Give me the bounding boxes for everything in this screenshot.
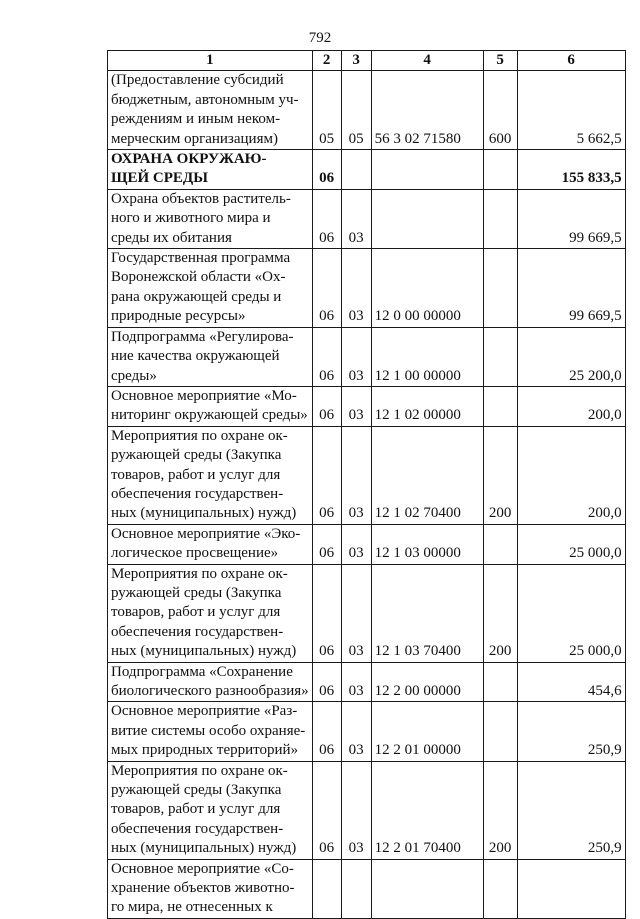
row-subsection: 03 xyxy=(341,386,371,426)
row-name-line: Основное мероприятие «Раз- xyxy=(111,703,298,720)
row-target-article: 12 2 01 70400 xyxy=(371,761,483,859)
table-row xyxy=(108,859,626,918)
row-target-article: 12 1 02 70400 xyxy=(371,426,483,524)
row-name xyxy=(108,859,313,918)
row-name-line: природные ресурсы» xyxy=(111,308,246,325)
row-amount: 250,9 xyxy=(517,702,625,761)
row-amount: 155 833,5 xyxy=(517,150,625,190)
row-name-line: биологического разнообразия» xyxy=(111,683,309,699)
row-subsection: 03 xyxy=(341,426,371,524)
row-name-line: среды» xyxy=(111,367,157,384)
table-row xyxy=(108,662,626,702)
column-header-expense-type: 5 xyxy=(483,51,517,71)
table-row xyxy=(108,327,626,386)
column-header-subsection: 3 xyxy=(341,51,371,71)
row-name xyxy=(108,386,313,426)
row-target-article: 12 1 00 00000 xyxy=(371,327,483,386)
row-section: 06 xyxy=(312,150,341,190)
row-name-line: Воронежской области «Ох- xyxy=(111,269,286,286)
row-target-article xyxy=(371,189,483,248)
row-name xyxy=(108,426,313,524)
row-expense-type: 200 xyxy=(483,761,517,859)
row-name-line: Мероприятия по охране ок- xyxy=(111,427,288,444)
row-section: 06 xyxy=(312,662,341,702)
row-expense-type xyxy=(483,150,517,190)
row-expense-type: 200 xyxy=(483,426,517,524)
row-name-line: Подпрограмма «Сохранение xyxy=(111,663,293,680)
row-name-line: товаров, работ и услуг для xyxy=(111,466,281,483)
row-name-line: Основное мероприятие «Эко- xyxy=(111,525,301,542)
row-name xyxy=(108,662,313,702)
row-name-line: Мероприятия по охране ок- xyxy=(111,565,288,582)
row-name-line: товаров, работ и услуг для xyxy=(111,801,281,818)
table-row xyxy=(108,426,626,524)
row-amount: 250,9 xyxy=(517,761,625,859)
table-row xyxy=(108,386,626,426)
row-expense-type xyxy=(483,702,517,761)
row-subsection: 03 xyxy=(341,327,371,386)
row-name xyxy=(108,761,313,859)
row-name xyxy=(108,150,313,190)
row-expense-type xyxy=(483,189,517,248)
row-subsection: 05 xyxy=(341,71,371,150)
row-name-line: ниторинг окружающей среды» xyxy=(111,407,308,424)
row-section: 06 xyxy=(312,189,341,248)
row-subsection: 03 xyxy=(341,189,371,248)
row-name-line: хранение объектов животно- xyxy=(111,880,295,897)
column-number-row xyxy=(108,51,626,71)
row-amount: 200,0 xyxy=(517,386,625,426)
row-name-line: Основное мероприятие «Со- xyxy=(111,860,294,877)
row-expense-type xyxy=(483,859,517,918)
row-name-line: среды их обитания xyxy=(111,229,232,246)
row-name xyxy=(108,189,313,248)
row-name-line: ных (муниципальных) нужд) xyxy=(111,643,297,660)
row-expense-type xyxy=(483,327,517,386)
row-name xyxy=(108,702,313,761)
row-name-line: ружающей среды (Закупка xyxy=(111,584,282,601)
row-name-line: ных (муниципальных) нужд) xyxy=(111,505,297,522)
row-expense-type: 600 xyxy=(483,71,517,150)
row-target-article: 56 3 02 71580 xyxy=(371,71,483,150)
row-amount: 5 662,5 xyxy=(517,71,625,150)
column-header-name: 1 xyxy=(108,51,313,71)
row-section: 05 xyxy=(312,71,341,150)
row-amount xyxy=(517,859,625,918)
column-header-amount: 6 xyxy=(517,51,625,71)
row-target-article: 12 1 02 00000 xyxy=(371,386,483,426)
row-amount: 25 000,0 xyxy=(517,564,625,662)
table-row xyxy=(108,189,626,248)
row-name-line: ного и животного мира и xyxy=(111,210,271,227)
row-expense-type xyxy=(483,662,517,702)
row-name-line: ных (муниципальных) нужд) xyxy=(111,840,297,857)
page-number: 792 xyxy=(308,30,332,46)
row-target-article: 12 1 03 00000 xyxy=(371,524,483,564)
row-section: 06 xyxy=(312,426,341,524)
row-target-article: 12 2 00 00000 xyxy=(371,662,483,702)
row-subsection: 03 xyxy=(341,662,371,702)
row-name-line: Охрана объектов раститель- xyxy=(111,190,291,207)
row-name-line: Государственная программа xyxy=(111,250,291,267)
row-section: 06 xyxy=(312,524,341,564)
row-name-line: ОХРАНА ОКРУЖАЮ- xyxy=(111,151,267,168)
row-name-line: Основное мероприятие «Мо- xyxy=(111,387,297,404)
row-name xyxy=(108,327,313,386)
row-name xyxy=(108,249,313,328)
row-name-line: мых природных территорий» xyxy=(111,742,299,759)
table-row xyxy=(108,761,626,859)
table-row xyxy=(108,524,626,564)
row-amount: 25 000,0 xyxy=(517,524,625,564)
row-name-line: Подпрограмма «Регулирова- xyxy=(111,328,294,345)
table-row xyxy=(108,249,626,328)
table-row xyxy=(108,150,626,190)
column-header-section: 2 xyxy=(312,51,341,71)
row-section: 06 xyxy=(312,761,341,859)
row-amount: 99 669,5 xyxy=(517,249,625,328)
row-name-line: бюджетным, автономным уч- xyxy=(111,91,299,108)
table-row xyxy=(108,564,626,662)
row-name-line: обеспечения государствен- xyxy=(111,485,284,502)
column-header-target-article: 4 xyxy=(371,51,483,71)
row-name-line: ружающей среды (Закупка xyxy=(111,447,282,464)
row-section: 06 xyxy=(312,327,341,386)
row-target-article xyxy=(371,859,483,918)
row-name xyxy=(108,564,313,662)
row-name-line: логическое просвещение» xyxy=(111,545,279,562)
row-section: 06 xyxy=(312,249,341,328)
row-name-line: ние качества окружающей xyxy=(111,348,280,365)
row-name-line: Мероприятия по охране ок- xyxy=(111,762,288,779)
row-subsection: 03 xyxy=(341,564,371,662)
row-amount: 454,6 xyxy=(517,662,625,702)
row-name xyxy=(108,71,313,150)
row-name-line: обеспечения государствен- xyxy=(111,623,284,640)
row-section: 06 xyxy=(312,386,341,426)
row-subsection: 03 xyxy=(341,249,371,328)
row-expense-type: 200 xyxy=(483,564,517,662)
row-subsection: 03 xyxy=(341,524,371,564)
row-expense-type xyxy=(483,386,517,426)
row-target-article: 12 2 01 00000 xyxy=(371,702,483,761)
row-name-line: обеспечения государствен- xyxy=(111,820,284,837)
row-expense-type xyxy=(483,249,517,328)
table-row xyxy=(108,702,626,761)
budget-table xyxy=(107,50,626,919)
row-subsection xyxy=(341,859,371,918)
row-amount: 25 200,0 xyxy=(517,327,625,386)
row-name-line: (Предоставление субсидий xyxy=(111,72,284,89)
row-subsection: 03 xyxy=(341,702,371,761)
row-amount: 99 669,5 xyxy=(517,189,625,248)
table-body xyxy=(108,51,626,919)
row-name-line: мерческим организациям) xyxy=(111,130,278,147)
table-row xyxy=(108,71,626,150)
row-name-line: ЩЕЙ СРЕДЫ xyxy=(111,170,208,187)
row-section xyxy=(312,859,341,918)
row-section: 06 xyxy=(312,564,341,662)
row-name-line: ружающей среды (Закупка xyxy=(111,782,282,799)
row-name-line: рана окружающей среды и xyxy=(111,288,282,305)
row-target-article xyxy=(371,150,483,190)
row-target-article: 12 1 03 70400 xyxy=(371,564,483,662)
row-name-line: витие системы особо охраняе- xyxy=(111,722,306,739)
row-amount: 200,0 xyxy=(517,426,625,524)
row-subsection: 03 xyxy=(341,761,371,859)
row-name-line: реждениям и иным неком- xyxy=(111,111,281,128)
row-section: 06 xyxy=(312,702,341,761)
row-expense-type xyxy=(483,524,517,564)
row-name xyxy=(108,524,313,564)
row-name-line: товаров, работ и услуг для xyxy=(111,604,281,621)
row-name-line: го мира, не отнесенных к xyxy=(111,899,273,916)
row-target-article: 12 0 00 00000 xyxy=(371,249,483,328)
row-subsection xyxy=(341,150,371,190)
